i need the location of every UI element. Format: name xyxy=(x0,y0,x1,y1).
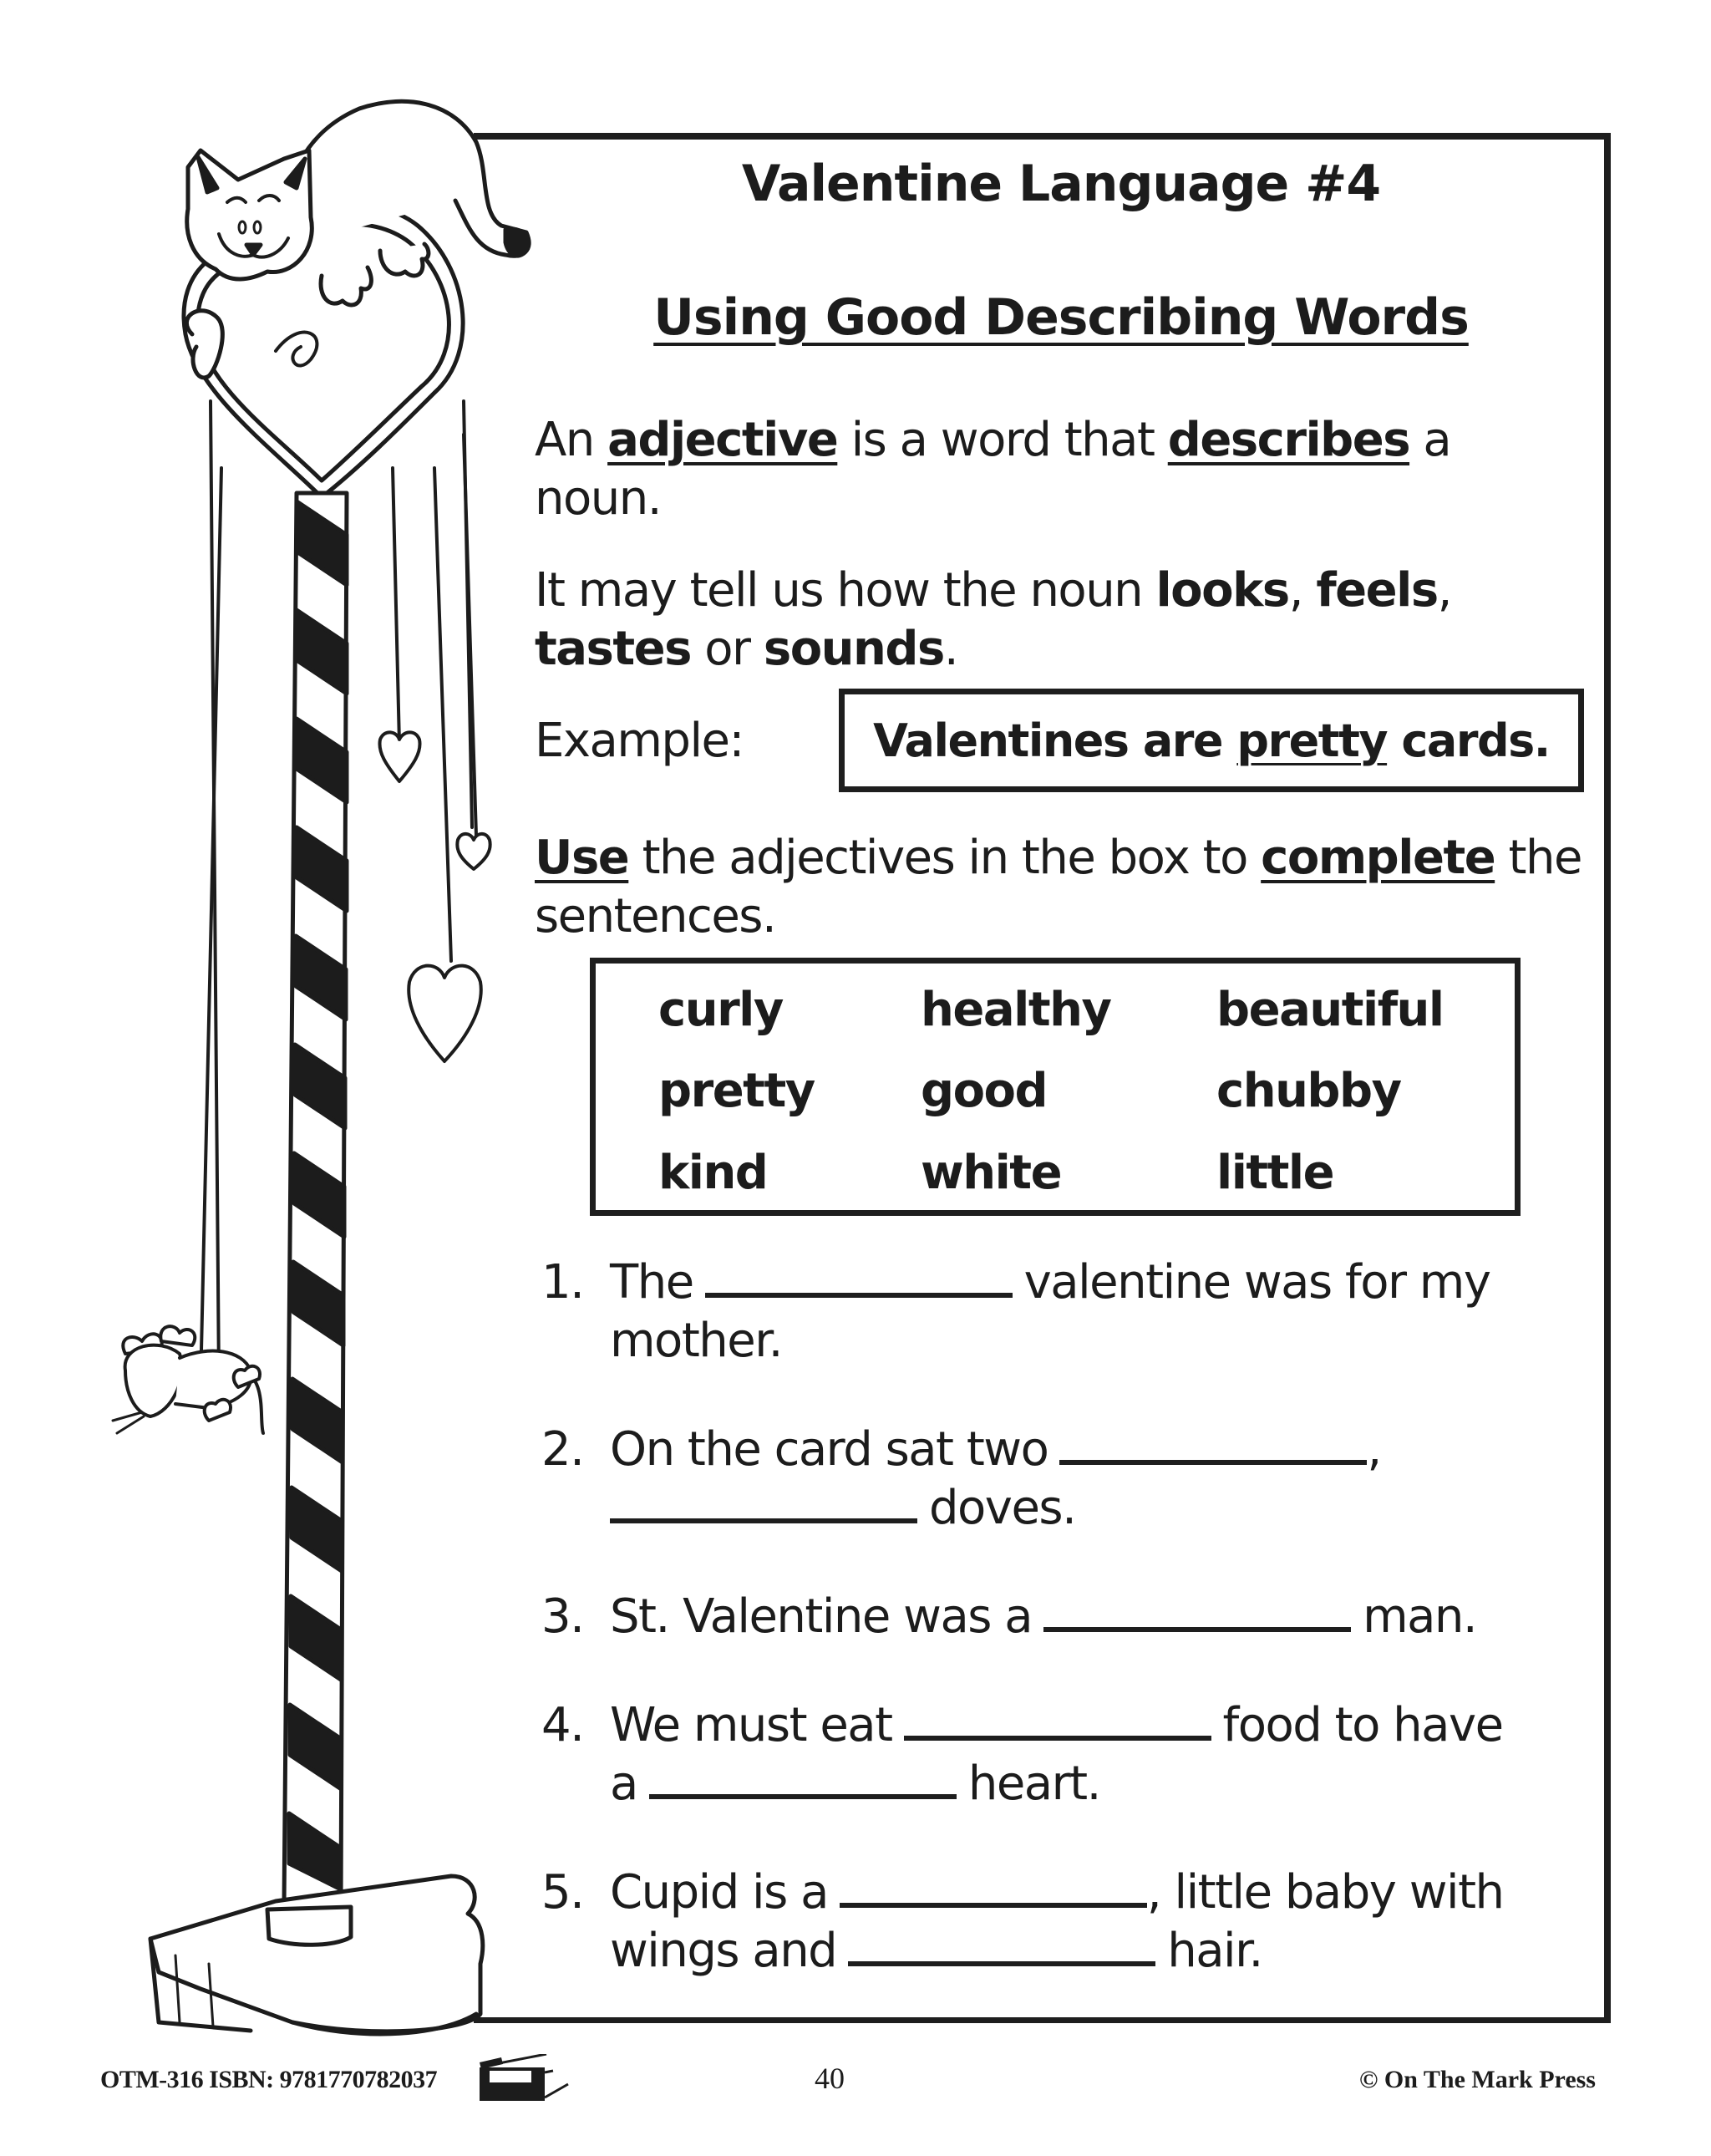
question-line xyxy=(610,1253,1490,1312)
example-text: Valentines are xyxy=(873,714,1237,767)
worksheet-title-text: Valentine Language #4 xyxy=(741,155,1381,213)
answer-blank[interactable] xyxy=(1059,1460,1367,1465)
answer-blank[interactable] xyxy=(705,1293,1013,1298)
question-text: wings and xyxy=(610,1924,837,1978)
question-line xyxy=(610,1864,1504,1922)
question-number: 5. xyxy=(541,1865,584,1920)
senses-text: It may tell us how the noun xyxy=(535,563,1156,618)
answer-blank[interactable] xyxy=(1043,1627,1351,1632)
worksheet-subtitle: Using Good Describing Words xyxy=(653,288,1469,347)
mouse-icon xyxy=(113,1326,263,1433)
footer-copyright: © On The Mark Press xyxy=(1359,2066,1596,2093)
frame-top-border xyxy=(474,133,1611,140)
sense-tastes: tastes xyxy=(535,622,691,676)
worksheet-title xyxy=(535,155,1587,213)
term-adjective: adjective xyxy=(607,413,838,467)
definition-text: is a word that xyxy=(837,413,1168,467)
word-bank-item: curly xyxy=(658,983,783,1037)
instruction-complete: complete xyxy=(1261,831,1495,885)
photocopier-icon xyxy=(478,2054,571,2101)
question-text: On the card sat two xyxy=(610,1422,1048,1477)
answer-blank[interactable] xyxy=(840,1903,1147,1908)
question-text: St. Valentine was a xyxy=(610,1589,1033,1644)
question-number: 2. xyxy=(541,1422,584,1477)
example-sentence xyxy=(873,714,1550,767)
senses-text: or xyxy=(690,622,764,676)
heart-base-icon xyxy=(150,1876,483,2034)
instruction-paragraph xyxy=(535,829,1587,946)
word-bank-item: kind xyxy=(658,1146,768,1200)
answer-blank[interactable] xyxy=(848,1961,1155,1966)
question-text: We must eat xyxy=(610,1698,892,1752)
question-number: 1. xyxy=(541,1255,584,1309)
question-text: mother. xyxy=(610,1314,782,1368)
cat-icon xyxy=(187,101,529,305)
question-text: , xyxy=(1367,1422,1381,1477)
senses-text: , xyxy=(1288,563,1317,618)
question-text: valentine was for my xyxy=(1023,1255,1490,1309)
instruction-text: the adjectives in the box to xyxy=(628,831,1262,885)
frame-right-border xyxy=(1604,133,1611,2023)
word-bank-box xyxy=(590,958,1521,1216)
question-text: Cupid is a xyxy=(610,1865,828,1920)
instruction-use: Use xyxy=(535,831,629,885)
question-text: man. xyxy=(1363,1589,1477,1644)
question-line xyxy=(610,1479,1075,1538)
answer-blank[interactable] xyxy=(610,1518,917,1523)
senses-text: , xyxy=(1437,563,1451,618)
example-box xyxy=(839,689,1584,792)
word-bank-item: good xyxy=(921,1064,1048,1118)
term-describes: describes xyxy=(1167,413,1410,467)
valentine-pole-illustration xyxy=(0,0,535,2056)
word-bank-item: little xyxy=(1216,1146,1334,1200)
definition-text: An xyxy=(535,413,608,467)
frame-bottom-border xyxy=(474,2017,1611,2023)
question-text: heart. xyxy=(967,1757,1100,1811)
question-text: doves. xyxy=(929,1481,1076,1535)
example-adjective: pretty xyxy=(1236,714,1388,767)
senses-text: . xyxy=(943,622,958,676)
word-bank-item: beautiful xyxy=(1216,983,1444,1037)
sense-looks: looks xyxy=(1155,563,1289,618)
question-text: The xyxy=(610,1255,693,1309)
page-number: 40 xyxy=(815,2062,845,2095)
footer-book-code: OTM-316 ISBN: 9781770782037 xyxy=(100,2066,438,2093)
example-text: cards. xyxy=(1387,714,1550,767)
answer-blank[interactable] xyxy=(649,1794,957,1799)
question-line xyxy=(610,1588,1476,1646)
question-text: a xyxy=(610,1757,637,1811)
definition-paragraph xyxy=(535,411,1587,528)
sense-sounds: sounds xyxy=(763,622,944,676)
question-text: hair. xyxy=(1167,1924,1262,1978)
question-text: , little baby with xyxy=(1146,1865,1504,1920)
senses-paragraph xyxy=(535,562,1587,679)
question-line xyxy=(610,1696,1503,1755)
striped-pole-icon xyxy=(284,493,347,1905)
sense-feels: feels xyxy=(1316,563,1438,618)
question-line xyxy=(610,1755,1100,1813)
question-number: 3. xyxy=(541,1589,584,1644)
definition-text: a noun. xyxy=(535,413,1451,526)
question-number: 4. xyxy=(541,1698,584,1752)
instruction-text: the sentences. xyxy=(535,831,1582,943)
word-bank-item: healthy xyxy=(921,983,1111,1037)
example-label: Example: xyxy=(535,714,744,768)
answer-blank[interactable] xyxy=(904,1736,1211,1741)
question-line xyxy=(610,1922,1262,1981)
word-bank-item: chubby xyxy=(1216,1064,1401,1118)
word-bank-item: pretty xyxy=(658,1064,815,1118)
question-line xyxy=(610,1421,1381,1479)
word-bank-item: white xyxy=(921,1146,1062,1200)
question-line xyxy=(610,1312,782,1370)
question-text: food to have xyxy=(1222,1698,1503,1752)
